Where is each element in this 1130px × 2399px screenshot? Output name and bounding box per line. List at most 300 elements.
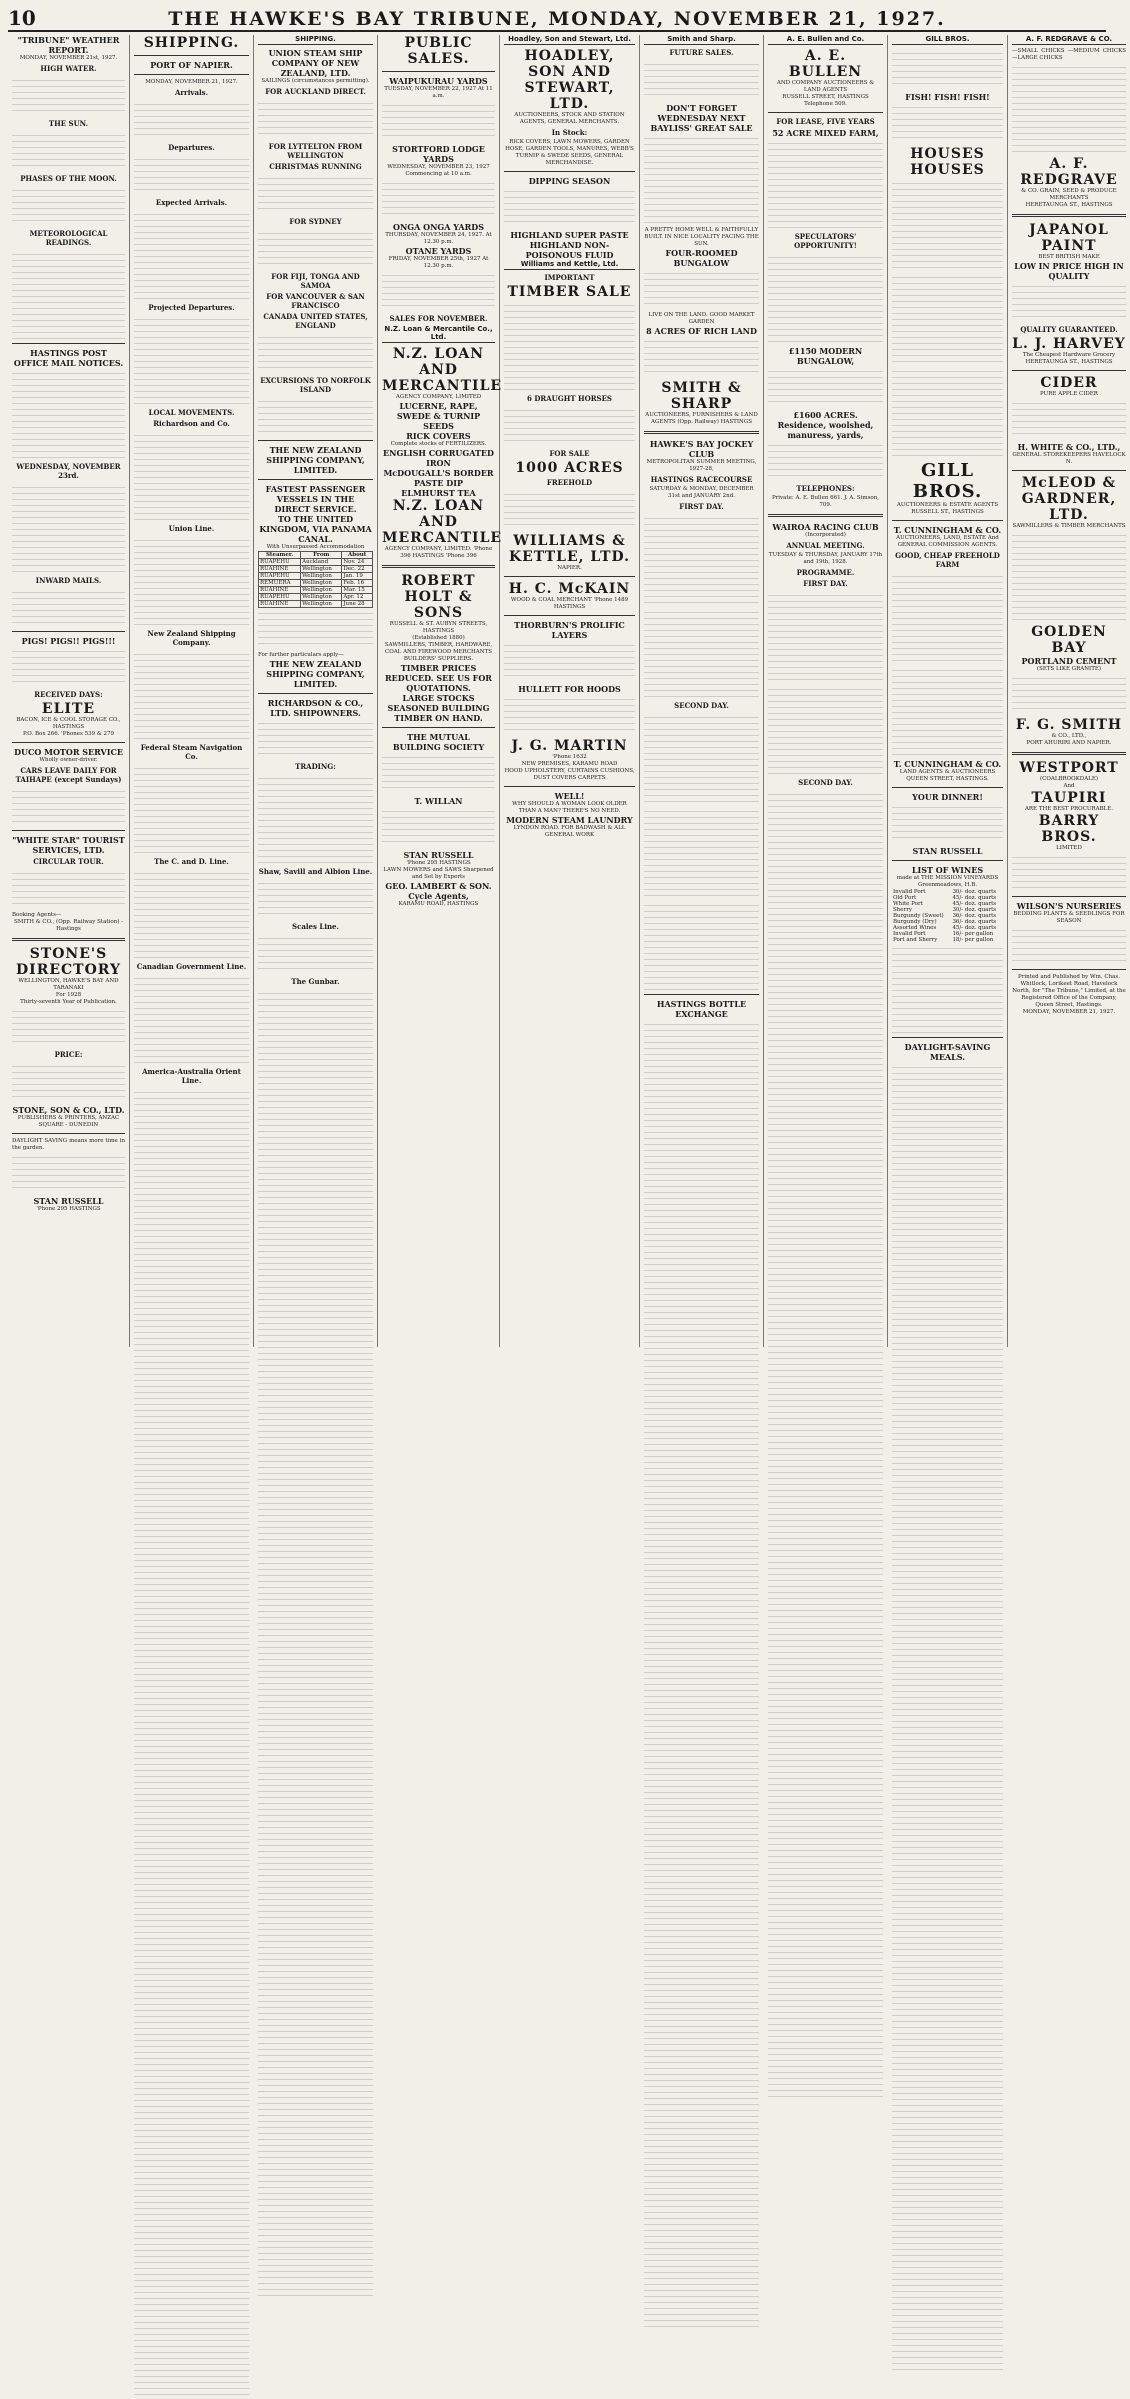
high-water: HIGH WATER. (40, 64, 97, 73)
text-block (768, 252, 883, 342)
page-number: 10 (8, 6, 36, 30)
martin-address: NEW PREMISES, KARAMU ROAD (521, 761, 618, 767)
column-head: GILL BROS. (892, 35, 1003, 45)
imprint-date: MONDAY, NOVEMBER 21, 1927. (1022, 1009, 1116, 1015)
text-block (382, 100, 495, 140)
redgrave-address: HERETAUNGA ST., HASTINGS (1025, 202, 1113, 208)
col-header: About (342, 552, 373, 559)
sailing-table (258, 551, 373, 608)
text-block (1012, 925, 1126, 965)
fg-smith: F. G. SMITH (1015, 717, 1123, 733)
table-cell: Feb. 16 (342, 580, 373, 587)
sawmillers: SAWMILLERS, TIMBER, HARDWARE, COAL AND FIREWOOD MERCHANTS (384, 642, 493, 655)
text-block (382, 270, 495, 310)
stan-phone-2: 'Phone 295 HASTINGS (406, 860, 471, 866)
table-cell: RUAPEHU (259, 559, 301, 566)
nz-loan-2-sub: AGENCY COMPANY, LIMITED. 'Phone 396 HASTINGS 'Phone 396 (384, 546, 493, 559)
pigs-ad: PIGS! PIGS!! PIGS!!! (21, 636, 116, 646)
dipping-season: DIPPING SEASON (528, 176, 611, 186)
fg-address: PORT AHURIRI AND NAPIER. (1026, 740, 1112, 746)
williams-kettle: WILLIAMS & KETTLE, LTD. (508, 533, 631, 565)
text-block (892, 272, 1003, 362)
lyttelton: FOR LYTTELTON FROM WELLINGTON (268, 142, 363, 160)
table-cell: RUAPEHU (259, 594, 301, 601)
text-block (768, 440, 883, 480)
column-6 (640, 35, 764, 1347)
price-label: PRICE: (54, 1050, 83, 1059)
text-block (1012, 398, 1126, 438)
lawnmowers: LAWN MOWERS and SAWS Sharpened and Set by Experts (383, 867, 494, 880)
cider-sub: PURE APPLE CIDER (1040, 391, 1098, 397)
table-cell: 36/- doz. quarts (952, 919, 997, 925)
text-block (134, 763, 249, 853)
your-dinner: YOUR DINNER! (912, 792, 983, 802)
text-block (892, 802, 1003, 842)
text-block (12, 1006, 125, 1046)
table-cell: Burgundy (Dry) (893, 919, 937, 925)
column-5 (500, 35, 640, 1347)
table-cell: REMUERA (259, 580, 301, 587)
text-block (258, 878, 373, 918)
table-cell: 30/- doz. quarts (952, 889, 997, 895)
mutual-building: THE MUTUAL BUILDING SOCIETY (392, 732, 485, 752)
columns (8, 35, 1126, 1347)
golden-bay-sets: (SETS LIKE GRANITE) (1036, 666, 1102, 672)
post-head: HASTINGS POST OFFICE MAIL NOTICES. (13, 348, 124, 368)
text-block (644, 1019, 759, 2331)
well-question: WHY SHOULD A WOMAN LOOK OLDER THAN A MAN? THERE'S NO NEED. (512, 801, 627, 814)
table-cell: Wellington (301, 573, 342, 580)
chicks: —SMALL CHICKS —MEDIUM CHICKS —LARGE CHICKS (1012, 48, 1126, 61)
text-block (258, 98, 373, 138)
fish: FISH! FISH! FISH! (905, 92, 990, 102)
first-day: FIRST DAY. (679, 502, 724, 511)
summer-meeting: METROPOLITAN SUMMER MEETING, 1927-28, (646, 459, 757, 472)
in-stock: In Stock: (551, 128, 588, 137)
wed-date: WEDNESDAY, NOVEMBER 23rd. (16, 462, 121, 480)
waipukurau-date: TUESDAY, NOVEMBER 22, 1927 At 11 a.m. (384, 86, 493, 99)
holt-established: (Established 1880) (412, 635, 465, 641)
text-block (258, 396, 373, 436)
table-cell: Old Port (893, 895, 917, 901)
text-block (258, 332, 373, 372)
table-cell: Wellington (301, 594, 342, 601)
stan-russell: STAN RUSSELL (33, 1196, 104, 1206)
stones-year: For 1928 (55, 992, 82, 998)
stortford-date: WEDNESDAY, NOVEMBER 23, 1927 Commencing at 10 a.m. (387, 164, 490, 177)
text-block (892, 178, 1003, 268)
rick-covers: RICK COVERS (406, 431, 471, 441)
masthead (8, 6, 1106, 32)
text-block (258, 608, 373, 648)
column-2 (130, 35, 254, 1347)
table-cell: Wellington (301, 601, 342, 608)
smith-agent: SMITH & CO., (Opp. Railway Station) - Hastings (13, 919, 123, 932)
low-price: LOW IN PRICE HIGH IN QUALITY (1014, 261, 1124, 281)
acres-1000: 1000 ACRES (515, 460, 624, 476)
union-ad: UNION STEAM SHIP COMPANY OF NEW ZEALAND, LTD. (268, 48, 363, 78)
shipping-date: MONDAY, NOVEMBER 21, 1927. (145, 79, 238, 85)
bayliss-sale: BAYLISS' GREAT SALE (650, 123, 753, 133)
table-cell: 45/- doz. quarts (952, 895, 997, 901)
vancouver: FOR VANCOUVER & SAN FRANCISCO (266, 292, 365, 310)
cars-leave: CARS LEAVE DAILY FOR TAIHAPE (except Sundays) (15, 766, 122, 784)
text-block (382, 752, 495, 792)
lambert: GEO. LAMBERT & SON. Cycle Agents, (385, 881, 492, 901)
text-block (644, 133, 759, 223)
text-block (12, 1152, 125, 1192)
met-readings: METEOROLOGICAL READINGS. (29, 229, 108, 247)
thorburns: THORBURN'S PROLIFIC LAYERS (514, 620, 625, 640)
table-cell: RUAHINE (259, 566, 301, 573)
arrivals: Arrivals. (174, 88, 209, 97)
richardson: Richardson and Co. (153, 419, 230, 428)
text-block (768, 789, 883, 2101)
richardson-ad: RICHARDSON & CO., LTD. SHIPOWNERS. (267, 698, 364, 718)
nzsc-ad-2: THE NEW ZEALAND SHIPPING COMPANY, LIMITED. (266, 659, 365, 689)
westport-sub: (COALBROOKDALE) (1040, 776, 1098, 782)
table-cell: Jan. 19 (342, 573, 373, 580)
america-line: America-Australia Orient Line. (142, 1067, 241, 1085)
table-cell: RUAHINE (259, 587, 301, 594)
text-block (892, 943, 1003, 1033)
text-block (258, 718, 373, 758)
timber-prices: TIMBER PRICES REDUCED. SEE US FOR QUOTATIONS. (385, 663, 492, 693)
racecourse: HASTINGS RACECOURSE (650, 475, 753, 484)
willan: T. WILLAN (414, 796, 463, 806)
first-day: FIRST DAY. (803, 579, 848, 588)
golden-bay: GOLDEN BAY (1031, 624, 1107, 656)
white-star-ad: "WHITE STAR" TOURIST SERVICES, LTD. (12, 835, 125, 855)
text-block (1012, 281, 1126, 321)
acres-52: 52 ACRE MIXED FARM, (772, 128, 879, 138)
text-block (892, 571, 1003, 661)
timber-sale: TIMBER SALE (507, 284, 632, 300)
table-row (259, 573, 373, 580)
elmhurst: ELMHURST TEA (401, 488, 476, 498)
page-title: THE HAWKE'S BAY TRIBUNE, MONDAY, NOVEMBER 21, 1927. (168, 8, 946, 30)
text-block (644, 268, 759, 308)
text-block (134, 430, 249, 520)
mcleod: McLEOD & GARDNER, LTD. (1021, 475, 1117, 523)
bullen-sub: AND COMPANY AUCTIONEERS & LAND AGENTS (776, 80, 875, 93)
price-1150: £1150 MODERN BUNGALOW, (788, 346, 863, 366)
martin-phone: 'Phone 1632 (552, 754, 587, 760)
wairoa-sub: (Incorporated) (805, 532, 846, 538)
text-block (644, 59, 759, 99)
text-block (504, 694, 635, 734)
live-land: LIVE ON THE LAND. GOOD MARKET GARDEN (648, 312, 755, 325)
wine-table (892, 889, 1003, 943)
important: IMPORTANT (544, 273, 595, 282)
table-row (259, 594, 373, 601)
harvey-sub: The Cheapest Hardware Grocery (1022, 352, 1116, 358)
text-block (504, 405, 635, 445)
booking-agents: Booking Agents— (12, 912, 62, 918)
to-uk: TO THE UNITED KINGDOM, VIA PANAMA CANAL. (259, 514, 372, 544)
port-napier: PORT OF NAPIER. (150, 60, 233, 70)
wilson-nurseries: WILSON'S NURSERIES (1016, 901, 1122, 911)
text-block (12, 75, 125, 115)
otane-date: FRIDAY, NOVEMBER 25th, 1927 At 12.30 p.m. (388, 256, 489, 269)
column-8 (888, 35, 1008, 1347)
table-cell: Burgundy (Sweet) (893, 913, 944, 919)
race-dates: SATURDAY & MONDAY, DECEMBER 31st and JANUARY 2nd. (649, 486, 754, 499)
trading: TRADING: (295, 762, 336, 771)
cand-line: The C. and D. Line. (154, 857, 229, 866)
text-block (892, 102, 1003, 142)
further-particulars: For further particulars apply— (258, 652, 344, 658)
bottle-exchange: HASTINGS BOTTLE EXCHANGE (656, 999, 747, 1019)
imprint: Printed and Published by Wm. Chas. Whitlock, Lorikeet Road, Havelock North, for "The Tribune," Limited, at the Registered Office of the Company, Queen Street, Hastings. (1012, 974, 1126, 1008)
local-movements: LOCAL MOVEMENTS. (148, 408, 235, 417)
otane-yards: OTANE YARDS (405, 246, 472, 256)
white-sub: GENERAL STOREKEEPERS HAVELOCK N. (1012, 452, 1126, 465)
wk-napier: NAPIER. (557, 565, 582, 571)
public-sales-head: PUBLIC SALES. (404, 35, 473, 67)
duco-ad: DUCO MOTOR SERVICE (14, 747, 123, 757)
table-row (259, 580, 373, 587)
text-block (768, 366, 883, 406)
cunningham-2: T. CUNNINGHAM & CO. (893, 759, 1002, 769)
table-row (259, 566, 373, 573)
column-4 (378, 35, 503, 1347)
text-block (258, 933, 373, 973)
wines-sub: made at THE MISSION VINEYARDS Greenmeadows, H.B. (896, 875, 999, 888)
table-cell: 36/- doz. quarts (952, 913, 997, 919)
col-header: Steamer. (259, 552, 301, 559)
nzsc-ad: THE NEW ZEALAND SHIPPING COMPANY, LIMITED. (266, 445, 365, 475)
text-block (768, 684, 883, 774)
stock-items: RICK COVERS, LAWN MOWERS, GARDEN HOSE, GARDEN TOOLS, MANURES, WEBB'S TURNIP & SWEDE SEEDS, GENERAL MERCHANDISE. (505, 139, 634, 166)
text-block (134, 973, 249, 1063)
sales-november: SALES FOR NOVEMBER. (389, 314, 488, 323)
text-block (892, 366, 1003, 456)
table-row (259, 601, 373, 608)
redgrave: A. F. REDGRAVE (1020, 156, 1118, 188)
hoadley-sub: AUCTIONEERS, STOCK AND STATION AGENTS, GENERAL MERCHANTS. (514, 112, 625, 125)
future-sales: FUTURE SALES. (669, 48, 734, 57)
eight-acres: 8 ACRES OF RICH LAND (646, 326, 757, 336)
table-header-row (259, 552, 373, 559)
text-block (12, 868, 125, 908)
fertilizers: Complete stocks of FERTILIZERS. (390, 441, 487, 447)
column-3 (254, 35, 378, 1347)
table-cell: Wellington (301, 587, 342, 594)
stan-russell-2: STAN RUSSELL (403, 850, 474, 860)
draught-horses: 6 DRAUGHT HORSES (527, 394, 612, 403)
golden-bay-sub: PORTLAND CEMENT (1021, 656, 1117, 666)
nz-loan-2: N.Z. LOAN AND MERCANTILE (382, 498, 503, 546)
shaw-savill: Shaw, Savill and Albion Line. (258, 867, 373, 876)
redgrave-sub: & CO. GRAIN, SEED & PRODUCE MERCHANTS (1021, 188, 1117, 201)
modern-address: LYNDON ROAD. FOR BADWASH & ALL GENERAL WORK (513, 825, 626, 838)
text-block (12, 368, 125, 458)
text-block (12, 249, 125, 339)
nz-loan: N.Z. LOAN AND MERCANTILE (382, 346, 503, 394)
christmas: CHRISTMAS RUNNING (269, 162, 362, 171)
text-block (134, 868, 249, 958)
text-block (134, 1087, 249, 2399)
column-head: A. E. Bullen and Co. (768, 35, 883, 45)
received-days: RECEIVED DAYS: (34, 690, 103, 699)
harvey: L. J. HARVEY (1012, 336, 1126, 352)
weather-head: "TRIBUNE" WEATHER REPORT. (17, 35, 120, 55)
text-block (1012, 62, 1126, 152)
unsurpassed: With Unsurpassed Accommodation (266, 544, 365, 550)
robert-holt: ROBERT HOLT & SONS (401, 573, 476, 621)
table-cell: Auckland (301, 559, 342, 566)
sailings: SAILINGS (circumstances permitting). (261, 78, 370, 84)
modern-laundry: MODERN STEAM LAUNDRY (506, 815, 633, 825)
hullett: HULLETT FOR HOODS (518, 684, 621, 694)
table-cell: Dec. 22 (342, 566, 373, 573)
column-9 (1008, 35, 1130, 1347)
text-block (258, 173, 373, 213)
nz-shipping: New Zealand Shipping Company. (147, 629, 236, 647)
dont-forget: DON'T FORGET WEDNESDAY NEXT (657, 103, 746, 123)
speculators: SPECULATORS' OPPORTUNITY! (794, 232, 857, 250)
taupiri: TAUPIRI (1031, 790, 1107, 806)
sun: THE SUN. (48, 119, 89, 128)
waipukurau-yards: WAIPUKURAU YARDS (389, 76, 488, 86)
quality: QUALITY GUARANTEED. (1020, 325, 1118, 334)
second-day: SECOND DAY. (798, 778, 853, 787)
column-7 (764, 35, 888, 1347)
hoadley: HOADLEY, SON AND STEWART, LTD. (524, 48, 615, 112)
projected-departures: Projected Departures. (148, 303, 235, 312)
cunningham-2-sub: LAND AGENTS & AUCTIONEERS (899, 769, 996, 775)
stones-sub: WELLINGTON, HAWKE'S BAY AND TARANAKI (18, 978, 119, 991)
fiji: FOR FIJI, TONGA AND SAMOA (271, 272, 360, 290)
table-cell: 18/- per gallon (952, 937, 994, 943)
table-cell: Wellington (301, 566, 342, 573)
text-block (12, 786, 125, 826)
stan-russell-3: STAN RUSSELL (912, 846, 983, 856)
martin-items: HOOD UPHOLSTERY, CURTAINS CUSHIONS, DUST COVERS CARPETS (504, 768, 635, 781)
harvey-address: HERETAUNGA ST., HASTINGS (1025, 359, 1113, 365)
table-row (259, 587, 373, 594)
text-block (12, 482, 125, 572)
mcleod-sub: SAWMILLERS & TIMBER MERCHANTS (1012, 523, 1126, 529)
houses: HOUSES HOUSES (910, 146, 985, 178)
stones-edition: Thirty-seventh Year of Publication. (20, 999, 117, 1005)
text-block (892, 1062, 1003, 2374)
japanol: JAPANOL PAINT (1029, 222, 1109, 254)
programme: PROGRAMME. (796, 568, 855, 577)
westport: WESTPORT (1019, 760, 1119, 776)
text-block (644, 900, 759, 990)
table-cell: Wellington (301, 580, 342, 587)
gill-address: RUSSELL ST., HASTINGS (911, 509, 984, 515)
text-block (644, 336, 759, 376)
holt-address: RUSSELL & ST. AUBYN STREETS, HASTINGS (389, 621, 488, 634)
barry-sub: LIMITED (1056, 845, 1082, 851)
well: WELL! (554, 791, 585, 801)
corrugated-iron: ENGLISH CORRUGATED IRON (383, 448, 494, 468)
text-block (644, 712, 759, 802)
text-block (12, 130, 125, 170)
column-head: Hoadley, Son and Stewart, Ltd. (504, 35, 635, 45)
moon: PHASES OF THE MOON. (20, 174, 117, 183)
text-block (644, 513, 759, 603)
daylight-ad: DAYLIGHT SAVING means more time in the garden. (12, 1138, 125, 1151)
text-block (134, 209, 249, 299)
excursions: EXCURSIONS TO NORFOLK ISLAND (260, 376, 371, 394)
telephones: TELEPHONES: (796, 484, 855, 493)
weather-date: MONDAY, NOVEMBER 21st, 1927. (19, 55, 118, 61)
table-cell: 16/- per gallon (952, 931, 994, 937)
gunbar: The Gunbar. (291, 977, 340, 986)
bullen-address: RUSSELL STREET, HASTINGS Telephone 509. (782, 94, 869, 107)
duco-sub: Wholly owner-driver. (39, 757, 98, 763)
stan-phone: 'Phone 295 HASTINGS (36, 1206, 101, 1212)
lambert-address: KARAMU ROAD, HASTINGS (398, 901, 479, 907)
text-block (504, 640, 635, 680)
text-block (644, 806, 759, 896)
canada: CANADA UNITED STATES, ENGLAND (263, 312, 368, 330)
barry-bros: BARRY BROS. (1038, 813, 1100, 845)
text-block (1012, 852, 1126, 892)
stone-son: STONE, SON & CO., LTD. (12, 1105, 125, 1115)
ae-bullen: A. E. BULLEN (788, 48, 863, 80)
jg-martin: J. G. MARTIN (511, 738, 628, 754)
stone-publishers: PUBLISHERS & PRINTERS, ANZAC SQUARE - DUNEDIN (17, 1115, 120, 1128)
text-block (12, 587, 125, 627)
elite-sub: BACON, ICE & COOL STORAGE CO., HASTINGS (16, 717, 121, 730)
daylight-meals: DAYLIGHT-SAVING MEALS. (904, 1042, 991, 1062)
text-block (504, 300, 635, 390)
text-block (504, 489, 635, 529)
table-cell: 30/- doz. quarts (952, 907, 997, 913)
wk-bar: Williams and Kettle, Ltd. (504, 260, 635, 270)
shipping-head: SHIPPING. (143, 35, 240, 51)
text-block (134, 154, 249, 194)
highland-paste: HIGHLAND SUPER PASTE (510, 230, 629, 240)
text-block (134, 99, 249, 139)
mckain-sub: WOOD & COAL MERCHANT 'Phone 1489 HASTINGS (510, 597, 629, 610)
column-head: SHIPPING. (258, 35, 373, 45)
table-cell: 45/- doz. quarts (952, 901, 997, 907)
text-block (382, 806, 495, 846)
queen-street: QUEEN STREET, HASTINGS. (906, 776, 989, 782)
table-cell: Port and Sherry (893, 937, 938, 943)
nz-loan-sub: AGENCY COMPANY, LIMITED (395, 394, 482, 400)
table-cell: Apr. 12 (342, 594, 373, 601)
builders: BUILDERS' SUPPLIERS. (403, 656, 474, 662)
departures: Departures. (168, 143, 215, 152)
japanol-sub: BEST BRITISH MAKE (1038, 254, 1100, 260)
text-block (12, 185, 125, 225)
canadian-line: Canadian Government Line. (136, 962, 247, 971)
scales-line: Scales Line. (292, 922, 339, 931)
elite-ad: ELITE (41, 701, 96, 717)
text-block (12, 646, 125, 686)
gill-sub: AUCTIONEERS & ESTATE AGENTS (896, 502, 999, 508)
border-dip: McDOUGALL'S BORDER PASTE DIP (383, 468, 494, 488)
pretty-home: A PRETTY HOME WELL & FAITHFULLY BUILT. IN NICE LOCALITY FACING THE SUN. (644, 227, 759, 247)
text-block (644, 607, 759, 697)
table-cell: 45/- doz. quarts (952, 925, 997, 931)
sydney: FOR SYDNEY (289, 217, 342, 226)
text-block (258, 773, 373, 863)
cider: CIDER (1040, 375, 1098, 391)
freehold-farm: GOOD, CHEAP FREEHOLD FARM (895, 551, 1000, 569)
price-1600: £1600 ACRES. Residence, woolshed, manuress, yards, (777, 410, 874, 440)
text-block (258, 228, 373, 268)
col-header: From (301, 552, 342, 559)
fastest-vessels: FASTEST PASSENGER VESSELS IN THE DIRECT SERVICE. (265, 484, 366, 514)
